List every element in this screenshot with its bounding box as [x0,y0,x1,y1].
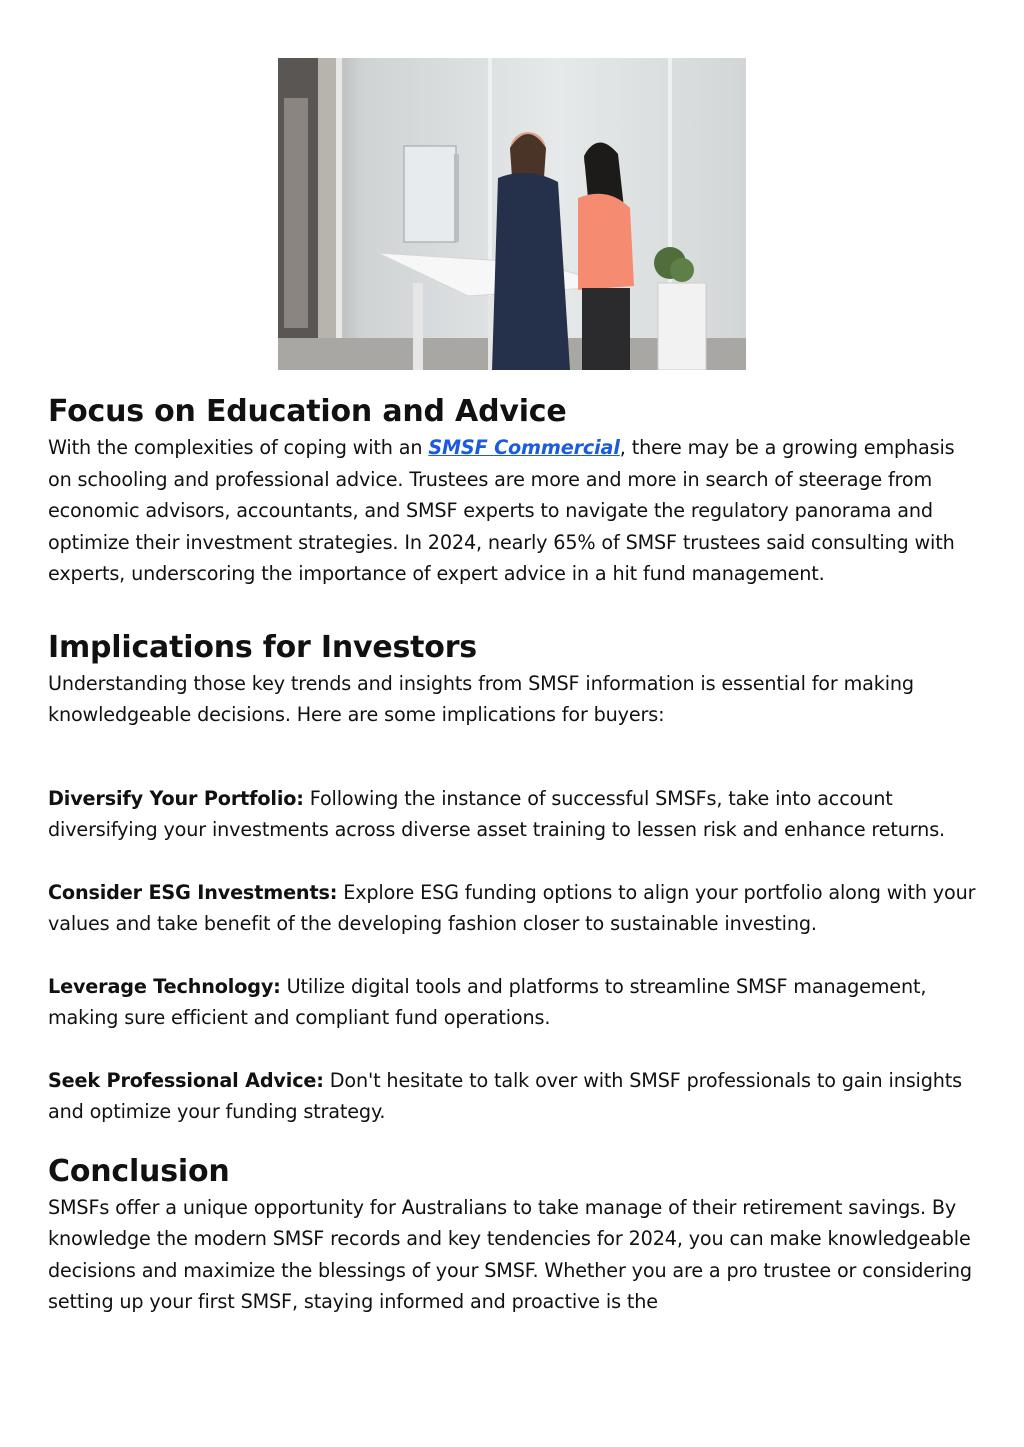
list-item: Leverage Technology: Utilize digital tools and platforms to streamline SMSF management, making sure efficient and compliant fund operations. [48,974,927,1029]
list-item: Consider ESG Investments: Explore ESG funding options to align your portfolio along with your values and take benefit of the developing fashion closer to sustainable investing. [48,880,976,935]
section-paragraph-education: With the complexities of coping with an SMSF Commercial, there may be a growing emphasis on schooling and professional advice. Trustees are more and more in search of steerage from economic advisors, accountants, and SMSF experts to navigate the regulatory panorama and optimize their investment strategies. In 2024, nearly 65% of SMSF trustees said consulting with experts, underscoring the importance of expert advice in a hit fund management. [48,436,955,585]
list-item: Diversify Your Portfolio: Following the instance of successful SMSFs, take into account diversifying your investments across diverse asset training to lessen risk and enhance returns. [48,786,945,841]
article-content [48,392,978,1318]
smsf-commercial-link[interactable]: SMSF Commercial [428,436,620,459]
section-heading-implications: Implications for Investors [48,629,477,665]
list-item: Seek Professional Advice: Don't hesitate to talk over with SMSF professionals to gain insights and optimize your funding strategy. [48,1068,962,1123]
section-paragraph-conclusion: SMSFs offer a unique opportunity for Australians to take manage of their retirement savings. By knowledge the modern SMSF records and key tendencies for 2024, you can make knowledgeable decisions and maximize the blessings of your SMSF. Whether you are a pro trustee or considering setting up your first SMSF, staying informed and proactive is the [48,1195,972,1313]
office-consultation-photo [278,58,746,370]
section-heading-conclusion: Conclusion [48,1153,230,1189]
section-heading-education: Focus on Education and Advice [48,394,567,429]
section-paragraph-implications: Understanding those key trends and insights from SMSF information is essential for making knowledgeable decisions. Here are some implications for buyers: [48,671,914,726]
